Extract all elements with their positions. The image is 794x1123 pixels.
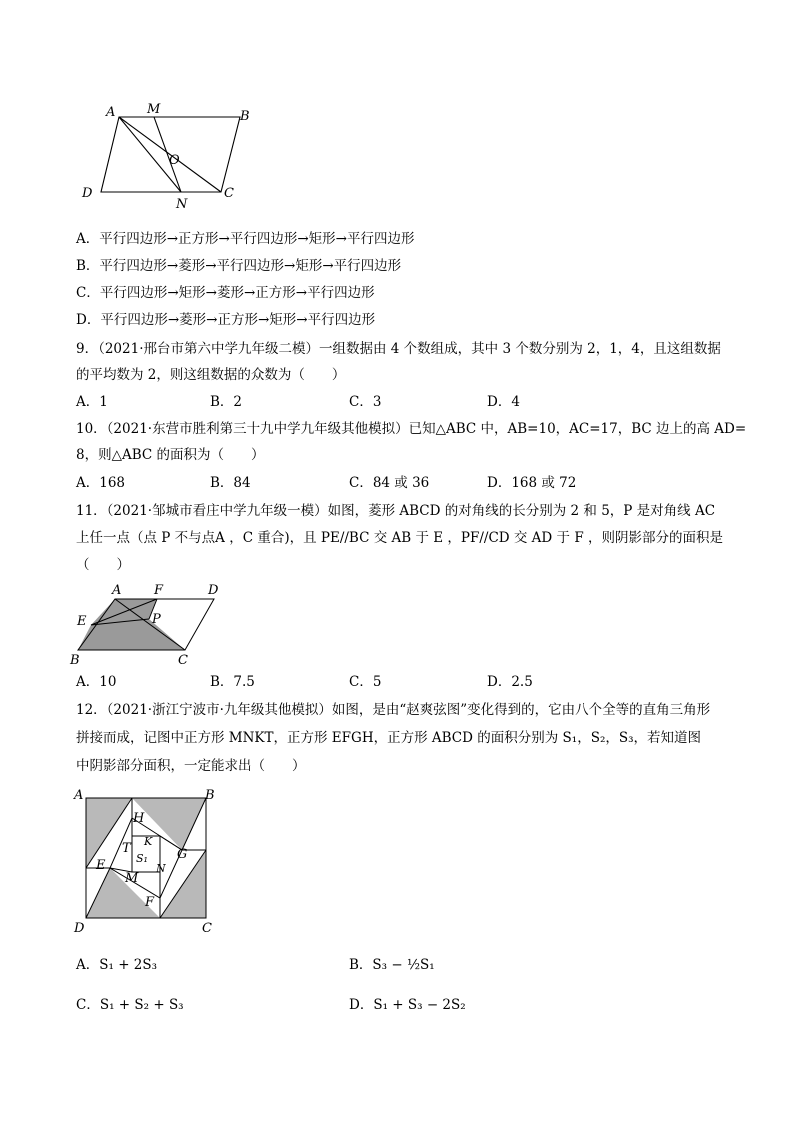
- label-b: B: [205, 788, 215, 803]
- q12-option-d: D．S₁ + S₃ − 2S₂: [349, 997, 466, 1013]
- figure-rhombus-shaded: [68, 578, 238, 670]
- q9-option-d: D．4: [487, 394, 520, 410]
- label-d: D: [74, 921, 85, 936]
- q11-option-c: C．5: [349, 674, 382, 690]
- q9-option-c: C．3: [349, 394, 382, 410]
- q11-stem-line3: （ ）: [76, 557, 130, 573]
- label-b: B: [70, 653, 80, 668]
- q8-option-d: D．平行四边形→菱形→正方形→矩形→平行四边形: [76, 312, 376, 328]
- q11-option-b: B．7.5: [210, 674, 255, 690]
- label-n: N: [156, 862, 166, 875]
- q11-stem-line1: 11．（2021·邹城市看庄中学九年级一模）如图，菱形 ABCD 的对角线的长分别为 2 和 5，P 是对角线 AC: [76, 503, 716, 519]
- label-m: M: [125, 871, 139, 886]
- q9-stem-line1: 9．（2021·邢台市第六中学九年级二模）一组数据由 4 个数组成，其中 3 个数分别为 2，1，4，且这组数据: [76, 341, 721, 357]
- q12-option-c: C．S₁ + S₂ + S₃: [76, 997, 184, 1013]
- label-e: E: [77, 614, 87, 629]
- q8-option-a: A．平行四边形→正方形→平行四边形→矩形→平行四边形: [76, 231, 415, 247]
- q11-option-a: A．10: [76, 674, 117, 690]
- q9-stem-line2: 的平均数为 2，则这组数据的众数为（ ）: [76, 367, 346, 383]
- q9-option-a: A．1: [76, 394, 108, 410]
- label-f: F: [154, 583, 164, 598]
- label-b: B: [240, 109, 250, 124]
- label-h: H: [133, 811, 145, 826]
- q11-stem-line2: 上任一点（点 P 不与点A ，C 重合)，且 PE//BC 交 AB 于 E ，PF//CD 交 AD 于 F ，则阴影部分的面积是: [76, 530, 723, 546]
- q10-option-d: D．168 或 72: [487, 475, 577, 491]
- q8-option-b: B．平行四边形→菱形→平行四边形→矩形→平行四边形: [76, 258, 402, 274]
- label-f: F: [145, 895, 155, 910]
- q12-stem-line3: 中阴影部分面积，一定能求出（ ）: [76, 758, 306, 774]
- label-p: P: [152, 612, 161, 627]
- q8-option-c: C．平行四边形→矩形→菱形→正方形→平行四边形: [76, 285, 375, 301]
- label-n: N: [176, 197, 188, 212]
- label-t: T: [122, 841, 131, 856]
- label-a: A: [74, 788, 84, 803]
- label-s1: S₁: [136, 852, 148, 865]
- q10-stem-line2: 8，则△ABC 的面积为（ ）: [76, 447, 265, 463]
- label-m: M: [147, 102, 161, 117]
- label-e: E: [96, 858, 106, 873]
- label-c: C: [202, 921, 212, 936]
- figure-parallelogram-mn: [76, 96, 276, 216]
- label-g: G: [177, 847, 188, 862]
- q9-option-b: B．2: [210, 394, 243, 410]
- label-d: D: [82, 186, 93, 201]
- label-a: A: [106, 105, 116, 120]
- figure-zhao-shuang-diagram: [70, 786, 220, 936]
- label-d: D: [208, 583, 219, 598]
- q12-stem-line1: 12．（2021·浙江宁波市·九年级其他模拟）如图，是由“赵爽弦图”变化得到的，它由八个全等的直角三角形: [76, 702, 711, 718]
- q12-option-a: A．S₁ + 2S₃: [76, 957, 158, 973]
- q10-option-b: B．84: [210, 475, 251, 491]
- q10-option-c: C．84 或 36: [349, 475, 430, 491]
- q11-option-d: D．2.5: [487, 674, 533, 690]
- q12-stem-line2: 拼接而成，记图中正方形 MNKT，正方形 EFGH，正方形 ABCD 的面积分别为 S₁，S₂，S₃，若知道图: [76, 730, 702, 746]
- label-o: O: [169, 153, 180, 168]
- label-c: C: [178, 653, 188, 668]
- label-a: A: [112, 583, 122, 598]
- q10-option-a: A．168: [76, 475, 126, 491]
- label-c: C: [224, 186, 234, 201]
- q10-stem-line1: 10．（2021·东营市胜利第三十九中学九年级其他模拟）已知△ABC 中，AB=10，AC=17，BC 边上的高 AD=: [76, 421, 747, 437]
- label-k: K: [144, 835, 153, 848]
- q12-option-b: B．S₃ − ½S₁: [349, 957, 435, 973]
